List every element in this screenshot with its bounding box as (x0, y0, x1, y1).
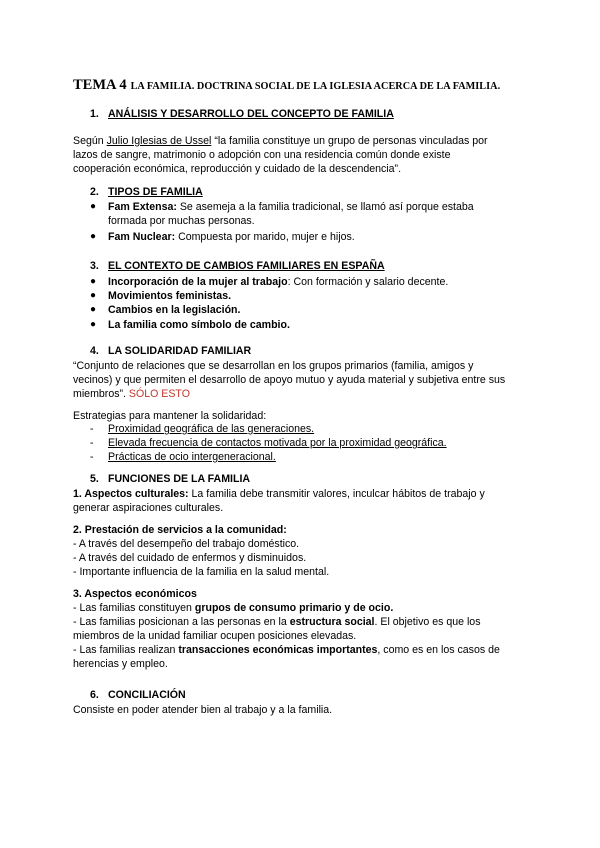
section-1-number: 1. (90, 108, 99, 120)
section-1-heading (90, 108, 394, 120)
aspect-1-title: 1. Aspectos culturales: (73, 488, 189, 500)
list-item-bold: Incorporación de la mujer al trabajo (108, 276, 288, 288)
section-3-title: EL CONTEXTO DE CAMBIOS FAMILIARES EN ESPAÑA (108, 260, 385, 272)
aspect-1-line-2: generar aspiraciones culturales. (73, 502, 224, 514)
list-item-text (108, 303, 240, 317)
section-6-number: 6. (90, 689, 99, 701)
list-item-bold: La familia como símbolo de cambio. (108, 319, 290, 331)
document-title (73, 76, 500, 94)
aspect-2-bold: 2. Prestación de servicios a la comunidad: (73, 524, 287, 536)
aspect-2-title (73, 523, 287, 537)
list-item-bold: Cambios en la legislación. (108, 304, 241, 316)
section-5-number: 5. (90, 473, 99, 485)
section-2-title: TIPOS DE FAMILIA (108, 186, 203, 198)
aspect-3-line-1 (73, 601, 393, 615)
dash-icon: - (90, 437, 94, 449)
bullet-icon: ● (90, 304, 97, 315)
aspect-3-line-1-bold: grupos de consumo primario y de ocio. (194, 602, 394, 614)
title-text: LA FAMILIA. DOCTRINA SOCIAL DE LA IGLESIA ACERCA DE LA FAMILIA. (130, 81, 501, 92)
aspect-3-line-4-text: - Las familias realizan (73, 644, 179, 656)
section-1-text-1: “la familia constituye un grupo de personas vinculadas por (211, 135, 488, 147)
aspect-3-title (73, 587, 197, 601)
list-item-continuation: formada por muchas personas. (108, 215, 255, 227)
section-5-heading (90, 473, 250, 485)
dash-icon: - (90, 423, 94, 435)
list-item-bold: Fam Nuclear: (108, 231, 176, 243)
section-4-title: LA SOLIDARIDAD FAMILIAR (108, 345, 252, 357)
aspect-2-line-3: - Importante influencia de la familia en la salud mental. (73, 566, 330, 578)
list-item-text (108, 275, 448, 289)
dash-icon: - (90, 451, 94, 463)
list-item-bold: Fam Extensa: (108, 201, 177, 213)
aspect-1-text: La familia debe transmitir valores, inculcar hábitos de trabajo y (188, 488, 485, 500)
list-item-bold: Movimientos feministas. (108, 290, 232, 302)
section-1-line-1 (73, 134, 488, 148)
list-item-text: Proximidad geográfica de las generaciones. (108, 423, 315, 435)
strategies-intro: Estrategias para mantener la solidaridad: (73, 410, 267, 422)
section-4-heading (90, 345, 251, 357)
section-1-line-3: cooperación económica, reproducción y cuidado de la descendencia”. (73, 163, 402, 175)
aspect-3-line-1-text: - Las familias constituyen (73, 602, 195, 614)
aspect-1-line-1 (73, 487, 485, 501)
aspect-3-line-2-post: . El objetivo es que los (374, 616, 481, 628)
quote-line-2: vecinos) y que permiten el desarrollo de apoyo mutuo y ayuda material y subjetiva entre sus (73, 374, 506, 386)
bullet-icon: ● (90, 290, 97, 301)
section-1-title: ANÁLISIS Y DESARROLLO DEL CONCEPTO DE FAMILIA (108, 108, 394, 120)
section-5-title: FUNCIONES DE LA FAMILIA (108, 473, 251, 485)
note-solo-esto: SÓLO ESTO (128, 388, 190, 400)
list-item-text (108, 230, 355, 244)
aspect-3-line-5: herencias y empleo. (73, 658, 168, 670)
aspect-3-bold: 3. Aspectos económicos (73, 588, 197, 600)
aspect-2-line-2: - A través del cuidado de enfermos y disminuidos. (73, 552, 307, 564)
title-tema: TEMA 4 (73, 77, 127, 93)
list-item-text (108, 200, 474, 214)
bullet-icon: ● (90, 201, 97, 212)
aspect-3-line-3: miembros de la unidad familiar ocupen posiciones elevadas. (73, 630, 357, 642)
section-3-heading (90, 260, 385, 272)
quote-line-3 (73, 387, 190, 401)
list-item-line: Compuesta por marido, mujer e hijos. (175, 231, 355, 243)
aspect-3-line-4-post: , como es en los casos de (377, 644, 500, 656)
list-item-line: Se asemeja a la familia tradicional, se llamó así porque estaba (176, 201, 474, 213)
section-2-heading (90, 186, 203, 198)
list-item-line: : Con formación y salario decente. (287, 276, 449, 288)
bullet-icon: ● (90, 231, 97, 242)
list-item-text: Elevada frecuencia de contactos motivada por la proximidad geográfica. (108, 437, 447, 449)
section-6-title: CONCILIACIÓN (108, 689, 186, 701)
bullet-icon: ● (90, 276, 97, 287)
aspect-3-line-2-bold: estructura social (289, 616, 375, 628)
author-link: Julio Iglesias de Ussel (106, 135, 212, 147)
section-1-line-2: lazos de sangre, matrimonio o adopción con una residencia común donde existe (73, 149, 451, 161)
aspect-2-line-1: - A través del desempeño del trabajo doméstico. (73, 538, 300, 550)
bullet-icon: ● (90, 319, 97, 330)
section-4-number: 4. (90, 345, 99, 357)
section-6-heading (90, 689, 186, 701)
quote-line-3-text: miembros”. (73, 388, 129, 400)
list-item-text: Prácticas de ocio intergeneracional. (108, 451, 276, 463)
section-6-text: Consiste en poder atender bien al trabajo y a la familia. (73, 704, 333, 716)
aspect-3-line-2-text: - Las familias posicionan a las personas en la (73, 616, 290, 628)
section-1-prefix: Según (73, 135, 107, 147)
section-2-number: 2. (90, 186, 99, 198)
aspect-3-line-4-bold: transacciones económicas importantes (178, 644, 378, 656)
aspect-3-line-4 (73, 643, 500, 657)
section-3-number: 3. (90, 260, 99, 272)
quote-line-1: “Conjunto de relaciones que se desarrollan en los grupos primarios (familia, amigos y (73, 360, 474, 372)
aspect-3-line-2 (73, 615, 481, 629)
list-item-text (108, 318, 290, 332)
list-item-text (108, 289, 231, 303)
